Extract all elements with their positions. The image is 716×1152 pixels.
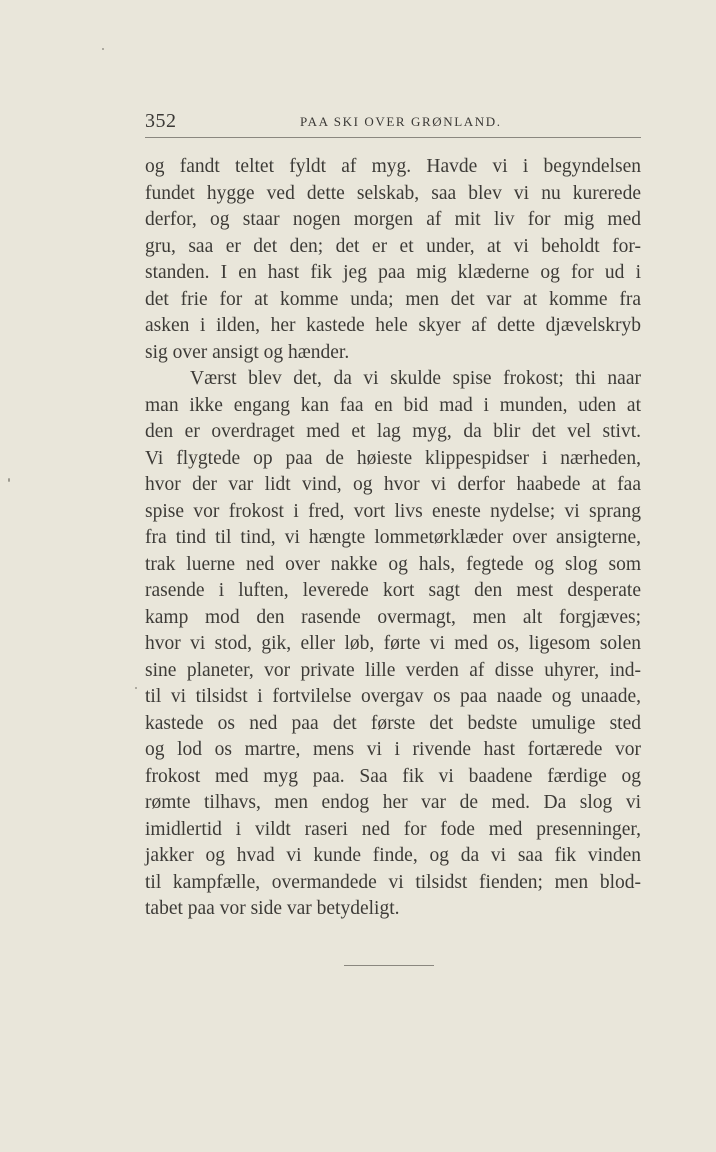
text-line: til vi tilsidst i fortvilelse overgav os paa naade og unaade, [145, 686, 641, 707]
page-number: 352 [145, 110, 177, 132]
text-line: kastede os ned paa det første det bedste umulige sted [145, 712, 641, 734]
text-line: spise vor frokost i fred, vort livs eneste nydelse; vi sprang [145, 500, 641, 522]
text-line: man ikke engang kan faa en bid mad i munden, uden at [145, 394, 641, 416]
end-rule [344, 965, 434, 966]
text-line: sig over ansigt og hænder. [145, 341, 350, 363]
text-line: til kampfælle, overmandede vi tilsidst fienden; men blod- [145, 871, 641, 893]
text-line: jakker og hvad vi kunde finde, og da vi saa fik vinden [145, 845, 641, 866]
text-line: derfor, og staar nogen morgen af mit liv for mig med [145, 209, 641, 230]
text-line: hvor vi stod, gik, eller løb, førte vi med os, ligesom solen [145, 633, 641, 654]
text-line: og fandt teltet fyldt af myg. Havde vi i begyndelsen [145, 156, 641, 177]
running-title: PAA SKI OVER GRØNLAND. [300, 114, 502, 129]
text-line: imidlertid i vildt raseri ned for fode med presenninger, [145, 818, 641, 840]
scan-speck [8, 478, 10, 482]
text-line: det frie for at komme unda; men det var at komme fra [145, 288, 641, 310]
text-line: fundet hygge ved dette selskab, saa blev vi nu kurerede [145, 182, 641, 204]
text-line: tabet paa vor side var betydeligt. [145, 898, 400, 919]
text-line: Værst blev det, da vi skulde spise frokost; thi naar [190, 368, 641, 389]
text-line: trak luerne ned over nakke og hals, fegtede og slog som [145, 553, 641, 575]
text-line: den er overdraget med et lag myg, da blir det vel stivt. [145, 421, 641, 442]
text-line: hvor der var lidt vind, og hvor vi derfor haabede at faa [145, 474, 641, 495]
scan-speck [102, 48, 104, 50]
text-line: kamp mod den rasende overmagt, men alt forgjæves; [145, 606, 641, 628]
text-line: fra tind til tind, vi hængte lommetørklæder over ansigterne, [145, 527, 641, 548]
text-line: rømte tilhavs, men endog her var de med. Da slog vi [145, 792, 641, 813]
text-line: rasende i luften, leverede kort sagt den mest desperate [145, 580, 641, 601]
header-rule [145, 137, 641, 138]
text-line: frokost med myg paa. Saa fik vi baadene færdige og [145, 765, 641, 787]
page-header [145, 110, 641, 136]
text-line: gru, saa er det den; det er et under, at vi beholdt for- [145, 235, 641, 257]
text-line: asken i ilden, her kastede hele skyer af dette djævelskryb [145, 315, 641, 336]
body-text [145, 154, 641, 923]
text-line: standen. I en hast fik jeg paa mig klæderne og for ud i [145, 262, 641, 283]
text-line: sine planeter, vor private lille verden af disse uhyrer, ind- [145, 659, 641, 681]
text-line: og lod os martre, mens vi i rivende hast fortærede vor [145, 739, 641, 760]
text-line: Vi flygtede op paa de høieste klippespidser i nærheden, [145, 447, 641, 469]
scan-speck [135, 687, 137, 689]
